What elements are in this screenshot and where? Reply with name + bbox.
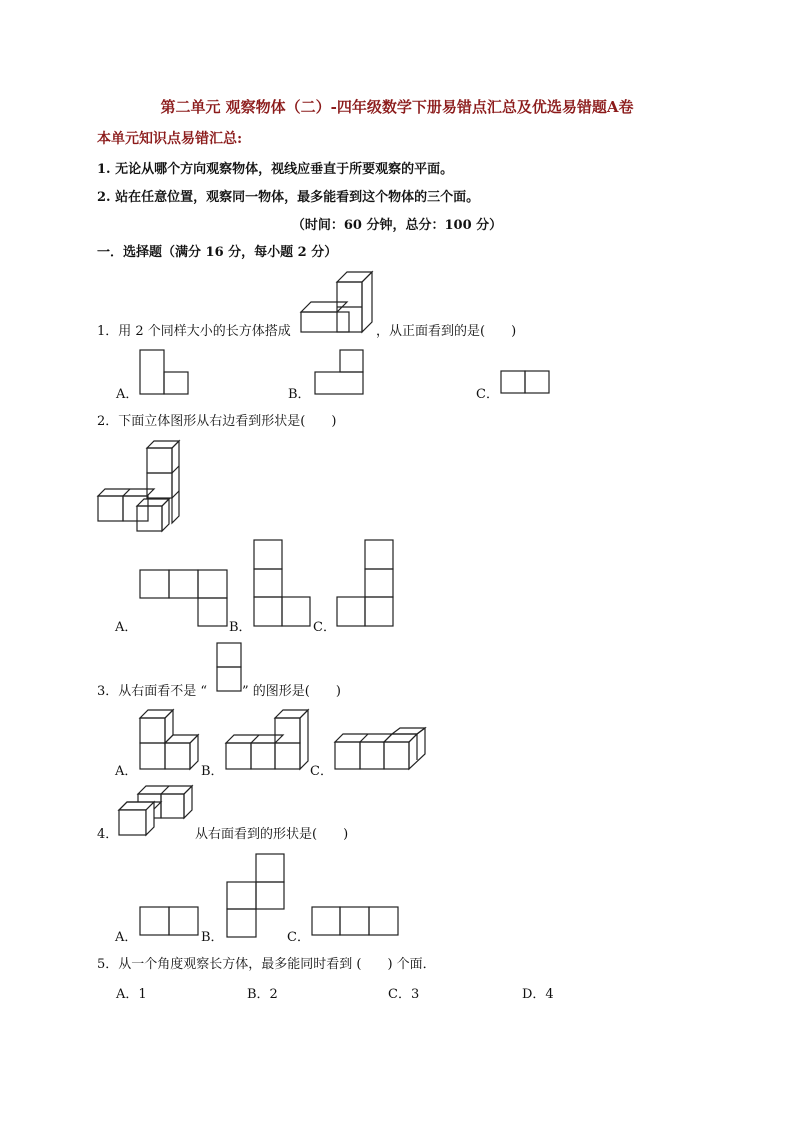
q1-option-b-figure[interactable] <box>315 350 365 396</box>
q4-option-a-label[interactable]: A． <box>115 930 138 945</box>
q3-option-a-label[interactable]: A． <box>115 764 138 779</box>
question-4-text-start: 4． <box>97 827 119 842</box>
question-3-text-end: ” 的图形是( ) <box>242 684 341 699</box>
q1-option-c-label[interactable]: C． <box>476 387 499 402</box>
q4-option-c-label[interactable]: C． <box>287 930 310 945</box>
point-2: 2. 站在任意位置，观察同一物体，最多能看到这个物体的三个面。 <box>97 190 480 205</box>
question-1-text-end: ，从正面看到的是( ) <box>376 324 517 339</box>
q2-option-b-label[interactable]: B． <box>229 620 252 635</box>
q3-option-c-label[interactable]: C． <box>310 764 333 779</box>
q5-option-b[interactable]: B．2 <box>247 987 278 1002</box>
summary-heading: 本单元知识点易错汇总: <box>97 131 243 147</box>
question-2-text: 2．下面立体图形从右边看到形状是( ) <box>97 414 337 429</box>
q2-option-b-figure[interactable] <box>254 540 314 628</box>
q3-option-a-figure[interactable] <box>140 710 200 772</box>
q4-option-b-figure[interactable] <box>227 854 289 940</box>
q2-option-c-figure[interactable] <box>337 540 397 628</box>
point-1: 1. 无论从哪个方向观察物体，视线应垂直于所要观察的平面。 <box>97 162 454 177</box>
time-info: （时间：60 分钟，总分：100 分） <box>291 218 503 233</box>
q1-option-c-figure[interactable] <box>501 371 551 395</box>
q3-option-c-figure[interactable] <box>335 728 435 774</box>
q3-option-b-figure[interactable] <box>226 710 316 772</box>
question-1-solid-figure <box>300 270 380 334</box>
question-2-solid-figure <box>97 438 187 533</box>
question-5-text: 5．从一个角度观察长方体，最多能同时看到 ( ) 个面． <box>97 957 436 972</box>
q4-option-c-figure[interactable] <box>312 907 402 939</box>
question-1-text-start: 1．用 2 个同样大小的长方体搭成 <box>97 324 291 339</box>
question-3-reference-figure <box>216 642 244 694</box>
q3-option-b-label[interactable]: B． <box>201 764 224 779</box>
q1-option-a-figure[interactable] <box>140 350 190 396</box>
q2-option-a-figure[interactable] <box>140 570 230 630</box>
question-4-text-end: 从右面看到的形状是( ) <box>195 827 349 842</box>
q5-option-c[interactable]: C．3 <box>388 987 420 1002</box>
document-title: 第二单元 观察物体（二）-四年级数学下册易错点汇总及优选易错题A卷 <box>160 98 634 116</box>
question-3-text-start: 3．从右面看不是 “ <box>97 684 208 699</box>
question-4-solid-figure <box>118 786 198 838</box>
section-heading: 一．选择题（满分 16 分，每小题 2 分） <box>97 245 338 260</box>
q5-option-a[interactable]: A．1 <box>116 987 147 1002</box>
q4-option-b-label[interactable]: B． <box>201 930 224 945</box>
q1-option-a-label[interactable]: A． <box>116 387 139 402</box>
q1-option-b-label[interactable]: B． <box>288 387 311 402</box>
q2-option-c-label[interactable]: C． <box>313 620 336 635</box>
q2-option-a-label[interactable]: A． <box>115 620 138 635</box>
q4-option-a-figure[interactable] <box>140 907 202 939</box>
q5-option-d[interactable]: D．4 <box>522 987 554 1002</box>
